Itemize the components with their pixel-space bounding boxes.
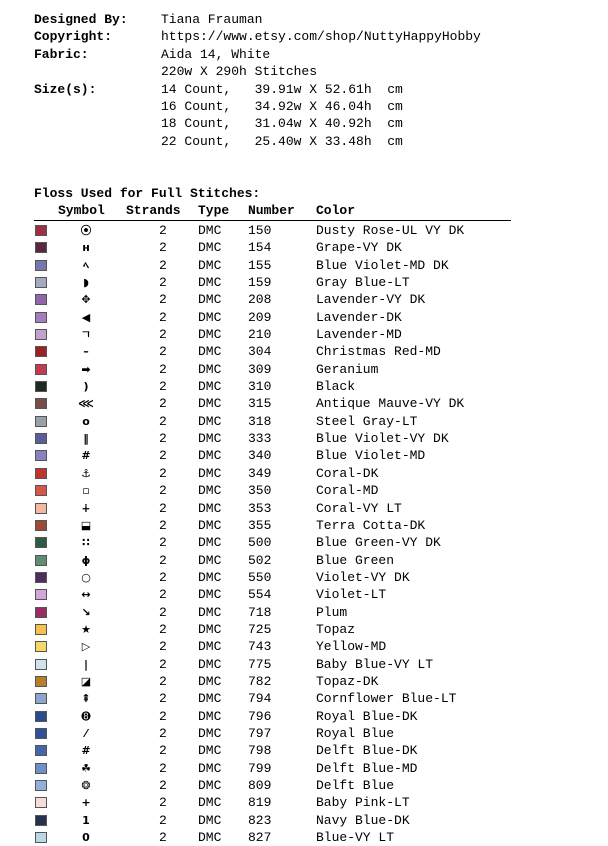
color-name-cell: Antique Mauve-VY DK [316,396,465,412]
color-name-cell: Geranium [316,361,379,377]
color-name-cell: Lavender-MD [316,327,402,343]
floss-section-title: Floss Used for Full Stitches: [34,186,261,201]
floss-row [0,430,608,447]
color-swatch [35,589,47,600]
strands-cell: 2 [159,413,167,429]
color-name-cell: Gray Blue-LT [316,275,410,291]
number-cell: 797 [248,725,272,741]
color-swatch [35,745,47,756]
type-cell: DMC [198,535,222,551]
color-name-cell: Blue Violet-MD [316,448,426,464]
strands-cell: 2 [159,483,167,499]
info-value: 220w X 290h Stitches [161,64,318,80]
color-swatch [35,537,47,548]
strands-cell: 2 [159,448,167,464]
chart-symbol-icon: ▷ [81,640,91,654]
color-swatch [35,242,47,253]
floss-row [0,794,608,811]
number-cell: 794 [248,691,272,707]
type-cell: DMC [198,517,222,533]
color-swatch [35,346,47,357]
color-swatch [35,763,47,774]
color-name-cell: Navy Blue-DK [316,812,410,828]
floss-row [0,343,608,360]
floss-row [0,447,608,464]
color-name-cell: Steel Gray-LT [316,413,418,429]
floss-row [0,690,608,707]
strands-cell: 2 [159,604,167,620]
type-cell: DMC [198,379,222,395]
floss-row [0,378,608,395]
number-cell: 353 [248,500,272,516]
floss-row [0,742,608,759]
type-cell: DMC [198,812,222,828]
chart-symbol-icon: 1 [82,813,90,827]
color-swatch [35,329,47,340]
number-cell: 796 [248,708,272,724]
color-name-cell: Blue-VY LT [316,830,395,846]
info-value: 14 Count, 39.91w X 52.61h cm [161,81,403,97]
number-cell: 725 [248,621,272,637]
color-name-cell: Royal Blue-DK [316,708,418,724]
info-value: 22 Count, 25.40w X 33.48h cm [161,133,403,149]
info-label: Copyright: [34,29,113,45]
chart-symbol-icon: ) [83,380,89,394]
chart-symbol-icon: ∔ [82,501,90,515]
strands-cell: 2 [159,535,167,551]
strands-cell: 2 [159,396,167,412]
floss-row [0,777,608,794]
type-cell: DMC [198,795,222,811]
floss-row [0,812,608,829]
color-swatch [35,797,47,808]
type-cell: DMC [198,691,222,707]
number-cell: 155 [248,257,272,273]
floss-row [0,309,608,326]
chart-symbol-icon: ❂ [81,779,91,792]
info-label: Fabric: [34,46,89,62]
chart-symbol-icon: ➡ [81,362,91,376]
strands-cell: 2 [159,795,167,811]
type-cell: DMC [198,413,222,429]
type-cell: DMC [198,760,222,776]
color-name-cell: Lavender-DK [316,309,402,325]
strands-cell: 2 [159,344,167,360]
type-cell: DMC [198,552,222,568]
floss-row [0,413,608,430]
type-cell: DMC [198,569,222,585]
floss-row [0,482,608,499]
chart-symbol-icon: ▫ [82,484,90,498]
floss-row [0,725,608,742]
header-symbol: Symbol [58,203,105,218]
color-swatch [35,572,47,583]
floss-row [0,673,608,690]
number-cell: 827 [248,830,272,846]
number-cell: 349 [248,465,272,481]
number-cell: 315 [248,396,272,412]
strands-cell: 2 [159,361,167,377]
number-cell: 350 [248,483,272,499]
chart-symbol-icon: ○ [81,570,91,584]
floss-row [0,656,608,673]
color-swatch [35,728,47,739]
color-swatch [35,624,47,635]
number-cell: 333 [248,431,272,447]
chart-symbol-icon: ☘ [81,761,91,775]
info-value: 18 Count, 31.04w X 40.92h cm [161,116,403,132]
info-label: Designed By: [34,12,128,27]
color-swatch [35,485,47,496]
chart-symbol-icon: ﾍ [83,258,89,272]
number-cell: 355 [248,517,272,533]
color-name-cell: Christmas Red-MD [316,344,441,360]
color-name-cell: Violet-VY DK [316,569,410,585]
type-cell: DMC [198,240,222,256]
header-strands: Strands [126,203,181,218]
floss-row [0,586,608,603]
info-value[interactable]: https://www.etsy.com/shop/NuttyHappyHobby [161,29,481,45]
chart-symbol-icon: н [82,241,90,255]
chart-symbol-icon: ◀ [81,310,91,324]
color-swatch [35,277,47,288]
type-cell: DMC [198,448,222,464]
number-cell: 154 [248,240,272,256]
info-value: 16 Count, 34.92w X 46.04h cm [161,98,403,114]
info-value: Aida 14, White [161,46,271,62]
floss-row [0,326,608,343]
header-divider [34,220,511,221]
floss-row [0,569,608,586]
color-swatch [35,555,47,566]
header-color: Color [316,203,356,218]
chart-symbol-icon: – [83,345,89,359]
strands-cell: 2 [159,656,167,672]
number-cell: 819 [248,795,272,811]
number-cell: 209 [248,309,272,325]
type-cell: DMC [198,223,222,238]
number-cell: 210 [248,327,272,343]
number-cell: 309 [248,361,272,377]
floss-row [0,604,608,621]
header-number: Number [248,203,295,218]
floss-row [0,395,608,412]
color-swatch [35,659,47,670]
chart-symbol-icon: ⦿ [80,224,92,237]
chart-symbol-icon: ⚓ [81,466,91,480]
color-swatch [35,503,47,514]
type-cell: DMC [198,673,222,689]
floss-row [0,222,608,239]
color-swatch [35,780,47,791]
number-cell: 502 [248,552,272,568]
floss-row [0,361,608,378]
number-cell: 550 [248,569,272,585]
strands-cell: 2 [159,223,167,238]
color-name-cell: Topaz-DK [316,673,379,689]
color-swatch [35,711,47,722]
chart-symbol-icon: ◪ [80,674,92,688]
strands-cell: 2 [159,292,167,308]
floss-row [0,291,608,308]
strands-cell: 2 [159,812,167,828]
color-swatch [35,815,47,826]
number-cell: 823 [248,812,272,828]
type-cell: DMC [198,309,222,325]
color-swatch [35,364,47,375]
number-cell: 318 [248,413,272,429]
color-name-cell: Lavender-VY DK [316,292,426,308]
type-cell: DMC [198,708,222,724]
strands-cell: 2 [159,309,167,325]
color-name-cell: Delft Blue-DK [316,743,418,759]
chart-symbol-icon: o [82,414,90,428]
chart-symbol-icon: ⇞ [81,692,91,706]
chart-symbol-icon: ∷ [82,536,90,550]
info-value: Tiana Frauman [161,12,263,27]
color-name-cell: Yellow-MD [316,639,387,655]
color-name-cell: Plum [316,604,348,620]
color-name-cell: Terra Cotta-DK [316,517,426,533]
color-name-cell: Delft Blue-MD [316,760,418,776]
color-swatch [35,641,47,652]
color-name-cell: Violet-LT [316,587,387,603]
color-swatch [35,468,47,479]
floss-row [0,534,608,551]
floss-table-header [0,202,608,219]
strands-cell: 2 [159,552,167,568]
chart-symbol-icon: ‖ [83,432,89,446]
chart-symbol-icon: ◗ [83,276,89,290]
floss-row [0,500,608,517]
chart-symbol-icon: ✥ [81,293,91,307]
type-cell: DMC [198,656,222,672]
chart-symbol-icon: + [81,796,91,810]
floss-row [0,465,608,482]
color-name-cell: Topaz [316,621,356,637]
floss-row [0,621,608,638]
strands-cell: 2 [159,639,167,655]
chart-symbol-icon: ➑ [81,709,91,723]
number-cell: 799 [248,760,272,776]
strands-cell: 2 [159,431,167,447]
strands-cell: 2 [159,743,167,759]
header-type: Type [198,203,230,218]
color-swatch [35,832,47,843]
info-label: Size(s): [34,81,97,97]
color-swatch [35,433,47,444]
type-cell: DMC [198,830,222,846]
color-name-cell: Dusty Rose-UL VY DK [316,223,465,238]
color-name-cell: Blue Green-VY DK [316,535,441,551]
strands-cell: 2 [159,830,167,846]
number-cell: 304 [248,344,272,360]
chart-symbol-icon: ⋘ [78,397,94,411]
strands-cell: 2 [159,327,167,343]
type-cell: DMC [198,431,222,447]
chart-symbol-icon: ㄱ [80,328,92,342]
floss-row [0,829,608,846]
floss-row [0,552,608,569]
strands-cell: 2 [159,465,167,481]
chart-symbol-icon: | [83,657,89,671]
type-cell: DMC [198,344,222,360]
chart-symbol-icon: # [81,744,91,758]
color-name-cell: Coral-DK [316,465,379,481]
color-name-cell: Coral-MD [316,483,379,499]
color-name-cell: Blue Violet-VY DK [316,431,449,447]
number-cell: 718 [248,604,272,620]
color-name-cell: Black [316,379,356,395]
color-name-cell: Delft Blue [316,778,395,793]
color-name-cell: Cornflower Blue-LT [316,691,457,707]
color-swatch [35,381,47,392]
number-cell: 798 [248,743,272,759]
number-cell: 208 [248,292,272,308]
floss-row [0,760,608,777]
type-cell: DMC [198,327,222,343]
number-cell: 500 [248,535,272,551]
color-swatch [35,520,47,531]
color-name-cell: Blue Violet-MD DK [316,257,449,273]
strands-cell: 2 [159,621,167,637]
color-name-cell: Blue Green [316,552,395,568]
type-cell: DMC [198,725,222,741]
color-swatch [35,312,47,323]
number-cell: 809 [248,778,272,793]
color-name-cell: Royal Blue [316,725,395,741]
number-cell: 340 [248,448,272,464]
type-cell: DMC [198,257,222,273]
strands-cell: 2 [159,778,167,793]
strands-cell: 2 [159,708,167,724]
strands-cell: 2 [159,760,167,776]
type-cell: DMC [198,604,222,620]
chart-symbol-icon: ↘ [81,605,91,619]
color-name-cell: Coral-VY LT [316,500,402,516]
type-cell: DMC [198,483,222,499]
type-cell: DMC [198,500,222,516]
number-cell: 743 [248,639,272,655]
chart-symbol-icon: 0 [82,831,90,845]
floss-table [0,222,608,846]
strands-cell: 2 [159,725,167,741]
chart-symbol-icon: ⁄ [85,726,87,740]
type-cell: DMC [198,587,222,603]
strands-cell: 2 [159,587,167,603]
strands-cell: 2 [159,673,167,689]
floss-row [0,239,608,256]
type-cell: DMC [198,778,222,793]
color-swatch [35,398,47,409]
number-cell: 150 [248,223,272,238]
color-name-cell: Grape-VY DK [316,240,402,256]
floss-row [0,257,608,274]
strands-cell: 2 [159,240,167,256]
color-swatch [35,260,47,271]
strands-cell: 2 [159,569,167,585]
type-cell: DMC [198,621,222,637]
strands-cell: 2 [159,257,167,273]
number-cell: 782 [248,673,272,689]
color-swatch [35,225,47,236]
color-swatch [35,294,47,305]
number-cell: 775 [248,656,272,672]
type-cell: DMC [198,465,222,481]
color-name-cell: Baby Blue-VY LT [316,656,434,672]
type-cell: DMC [198,639,222,655]
type-cell: DMC [198,743,222,759]
number-cell: 310 [248,379,272,395]
chart-symbol-icon: # [81,449,91,463]
floss-row [0,708,608,725]
strands-cell: 2 [159,500,167,516]
type-cell: DMC [198,275,222,291]
floss-row [0,638,608,655]
floss-row [0,517,608,534]
floss-row [0,274,608,291]
strands-cell: 2 [159,691,167,707]
strands-cell: 2 [159,275,167,291]
color-swatch [35,607,47,618]
chart-symbol-icon: ϕ [81,553,91,567]
number-cell: 554 [248,587,272,603]
type-cell: DMC [198,361,222,377]
chart-symbol-icon: ↔ [81,588,91,602]
number-cell: 159 [248,275,272,291]
color-name-cell: Baby Pink-LT [316,795,410,811]
chart-symbol-icon: ⬓ [80,518,92,532]
color-swatch [35,676,47,687]
strands-cell: 2 [159,379,167,395]
color-swatch [35,693,47,704]
color-swatch [35,450,47,461]
chart-symbol-icon: ★ [81,622,91,636]
type-cell: DMC [198,292,222,308]
color-swatch [35,416,47,427]
strands-cell: 2 [159,517,167,533]
type-cell: DMC [198,396,222,412]
